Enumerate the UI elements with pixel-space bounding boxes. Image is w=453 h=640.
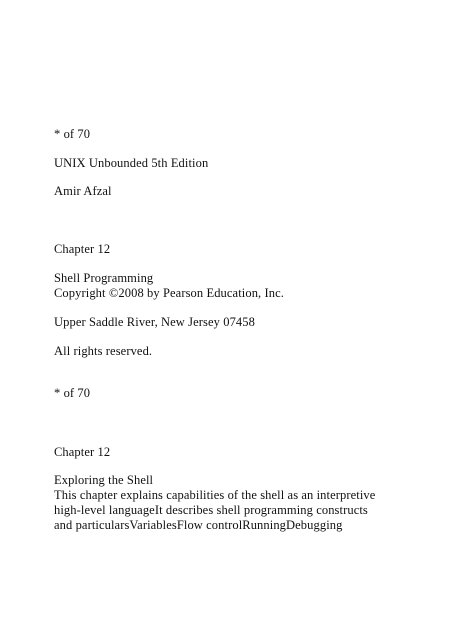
- copyright-line: Copyright ©2008 by Pearson Education, Inc.: [54, 286, 284, 300]
- rights-reserved: All rights reserved.: [54, 344, 153, 358]
- chapter-title: Shell Programming: [54, 271, 154, 285]
- slide-counter: * of 70: [54, 127, 91, 141]
- body-text-line: and particularsVariablesFlow controlRunningDebugging: [54, 518, 343, 532]
- book-title: UNIX Unbounded 5th Edition: [54, 156, 209, 170]
- slide-counter: * of 70: [54, 386, 91, 400]
- author-name: Amir Afzal: [54, 184, 112, 198]
- section-heading: Exploring the Shell: [54, 473, 154, 487]
- chapter-label: Chapter 12: [54, 445, 111, 459]
- publisher-address: Upper Saddle River, New Jersey 07458: [54, 315, 255, 329]
- chapter-label: Chapter 12: [54, 242, 111, 256]
- body-text-line: This chapter explains capabilities of the shell as an interpretive: [54, 488, 376, 502]
- body-text-line: high-level languageIt describes shell programming constructs: [54, 503, 368, 517]
